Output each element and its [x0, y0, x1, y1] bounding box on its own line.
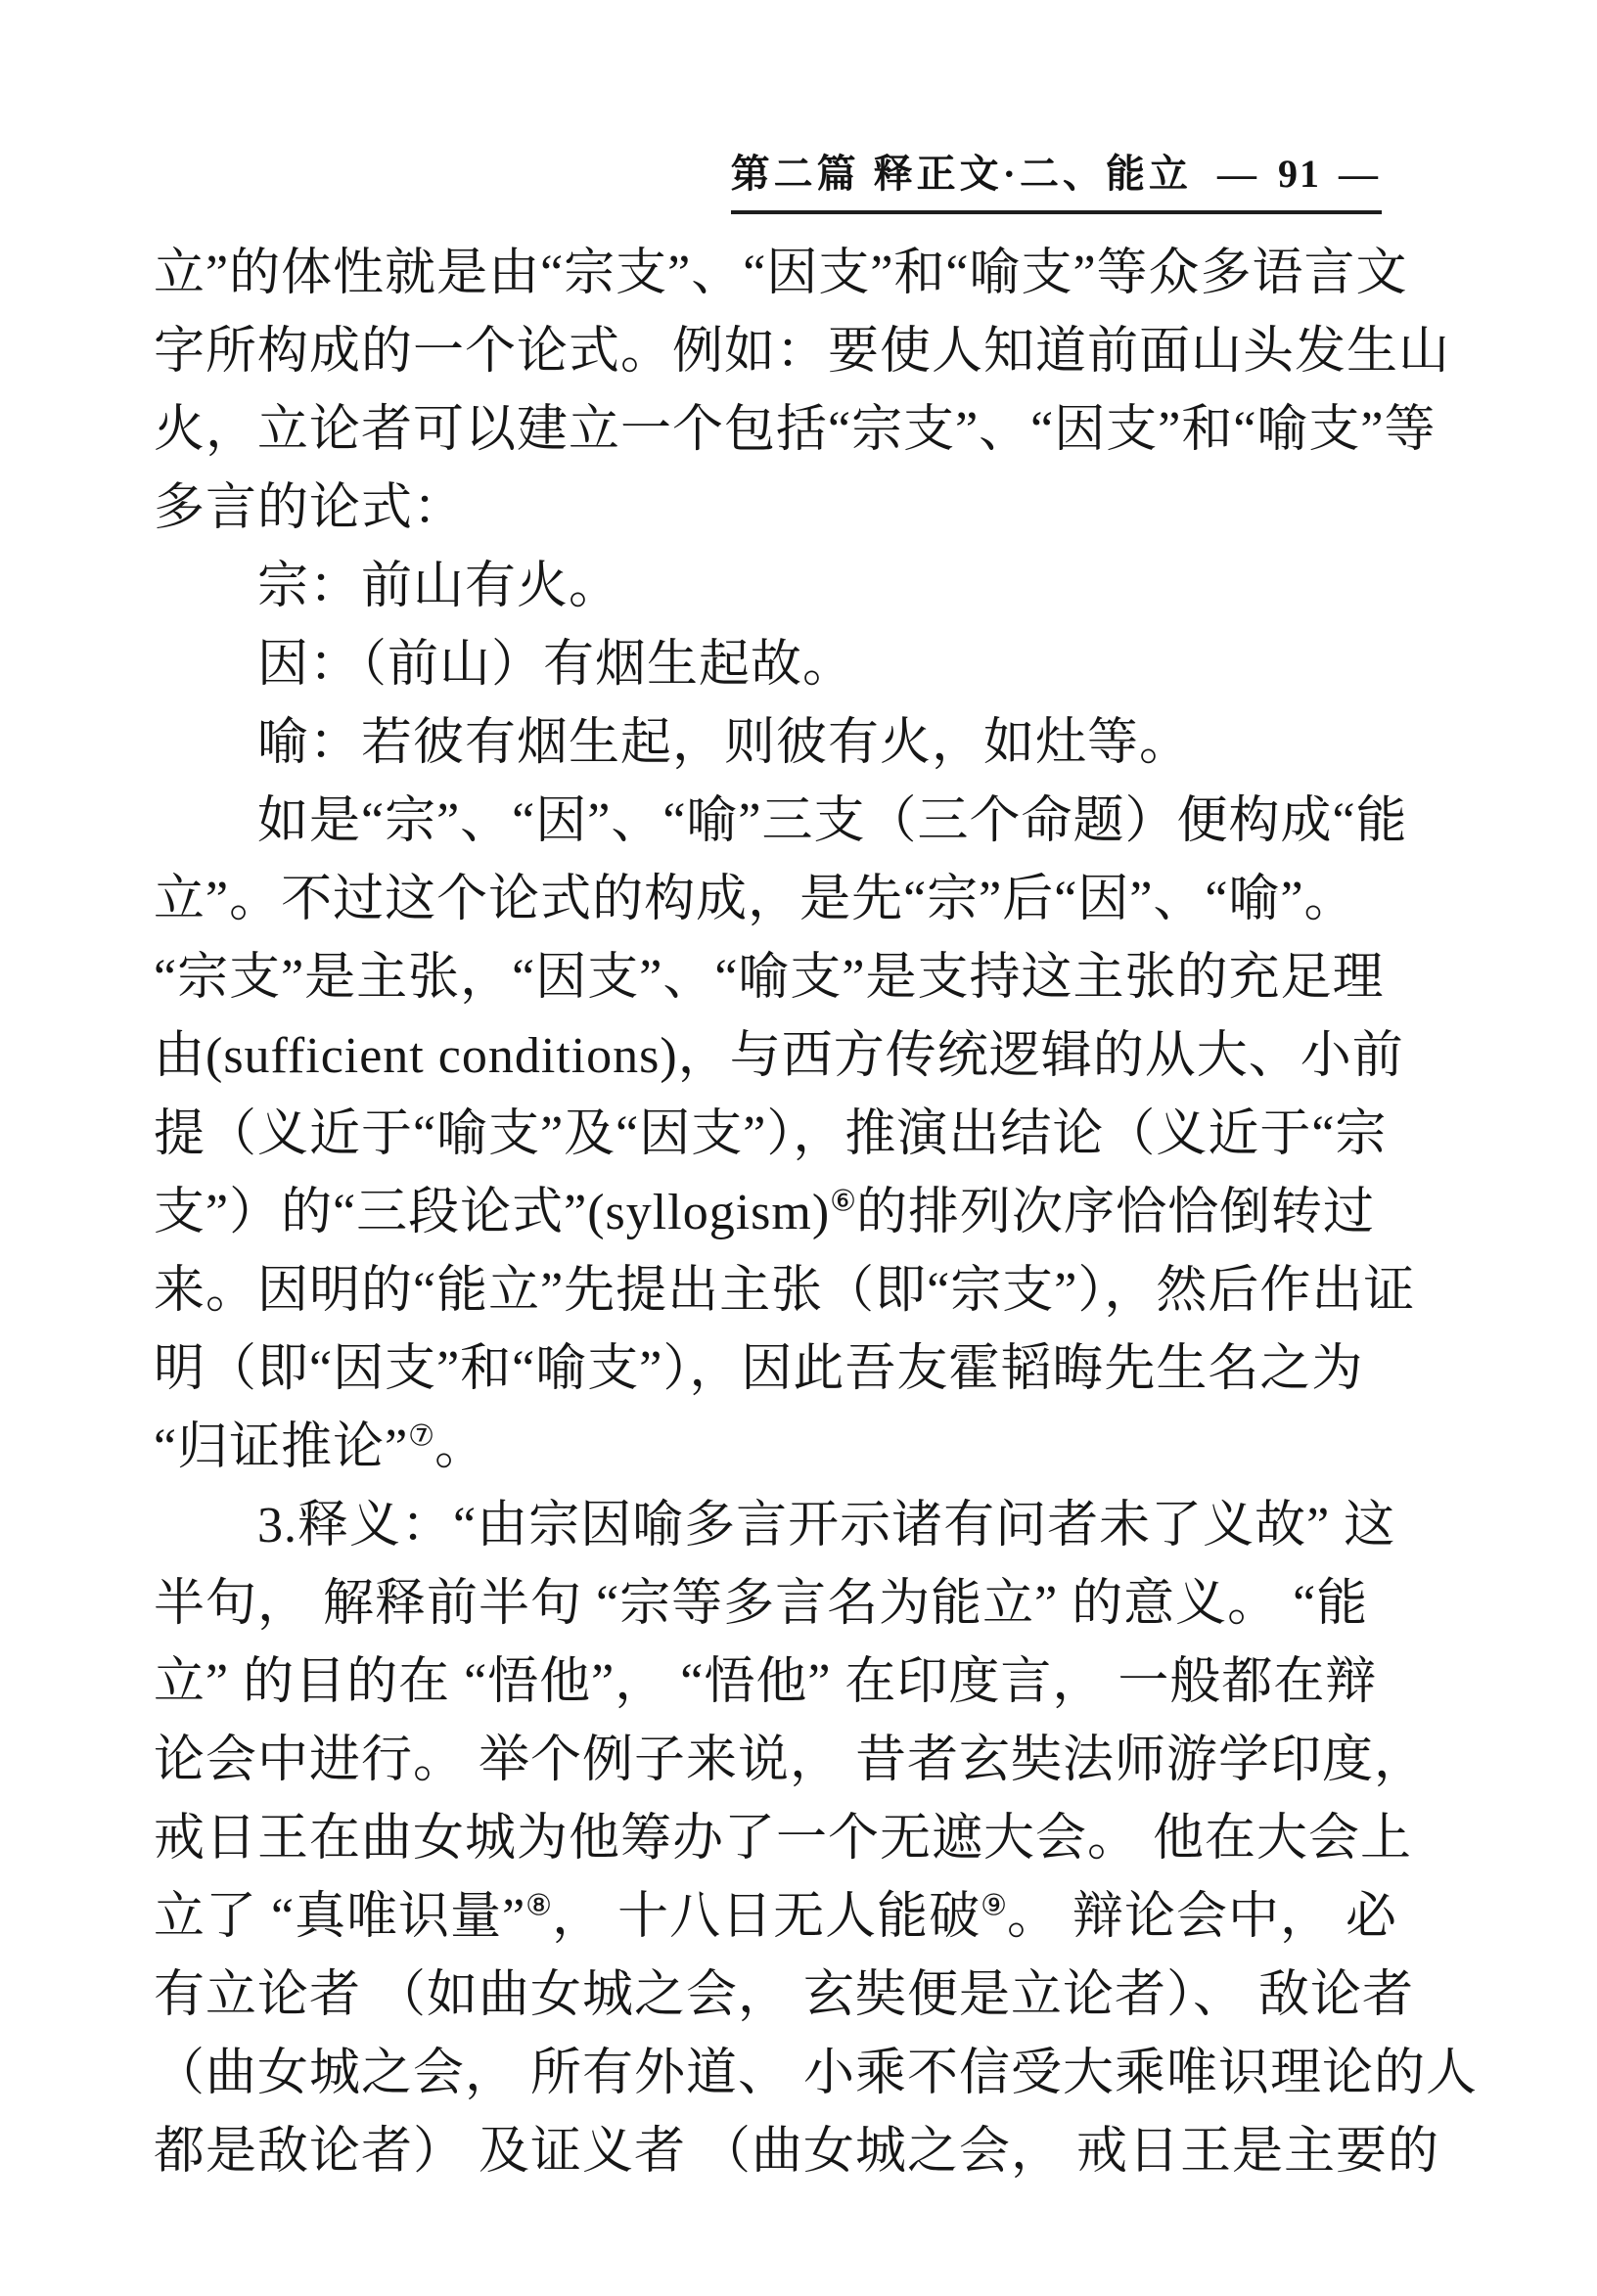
footnote-marker: ⑦	[408, 1419, 435, 1453]
text-line: 都是敌论者） 及证义者 （曲女城之会， 戒日王是主要的	[154, 2124, 1440, 2180]
text-line: 立了 “真唯识量”⑧， 十八日无人能破⑨。 辩论会中， 必	[154, 1889, 1398, 1945]
text-line: 戒日王在曲女城为他筹办了一个无遮大会。 他在大会上	[154, 1811, 1413, 1867]
text-line: “归证推论”⑦。	[154, 1419, 487, 1475]
page-number: 91	[1278, 152, 1321, 196]
text-line: 提（义近于“喻支”及“因支”），推演出结论（义近于“宗	[154, 1106, 1388, 1162]
text-line: 因：（前山）有烟生起故。	[154, 637, 855, 693]
text-line: “宗支”是主张，“因支”、“喻支”是支持这主张的充足理	[154, 950, 1385, 1006]
text-line: 有立论者 （如曲女城之会， 玄奘便是立论者）、 敌论者	[154, 1967, 1415, 2023]
text-line: 立”。不过这个论式的构成，是先“宗”后“因”、“喻”。	[154, 872, 1356, 927]
text-line: 立” 的目的在 “悟他”， “悟他” 在印度言， 一般都在辩	[154, 1654, 1378, 1710]
chapter-title: 第二篇 释正文·二、能立	[730, 152, 1192, 196]
text-line: 喻：若彼有烟生起，则彼有火，如灶等。	[154, 715, 1192, 771]
text-line: 明（即“因支”和“喻支”），因此吾友霍韬晦先生名之为	[154, 1341, 1364, 1397]
footnote-marker: ⑥	[830, 1185, 857, 1218]
page-number-dash-right: —	[1339, 152, 1382, 196]
text-line: 3.释义：“由宗因喻多言开示诸有问者未了义故” 这	[154, 1498, 1396, 1553]
text-line: 如是“宗”、“因”、“喻”三支（三个命题）便构成“能	[154, 793, 1408, 849]
page-header	[731, 143, 1382, 214]
text-line: 支”）的“三段论式”(syllogism)⑥的排列次序恰恰倒转过	[154, 1185, 1376, 1240]
text-line: （曲女城之会， 所有外道、 小乘不信受大乘唯识理论的人	[154, 2046, 1479, 2101]
text-line: 立”的体性就是由“宗支”、“因支”和“喻支”等众多语言文	[154, 246, 1408, 301]
text-line: 来。因明的“能立”先提出主张（即“宗支”），然后作出证	[154, 1263, 1416, 1319]
text-line: 论会中进行。 举个例子来说， 昔者玄奘法师游学印度，	[154, 1733, 1427, 1788]
text-line: 半句， 解释前半句 “宗等多言名为能立” 的意义。 “能	[154, 1576, 1369, 1632]
text-line: 多言的论式：	[154, 480, 466, 536]
text-line: 火，立论者可以建立一个包括“宗支”、“因支”和“喻支”等	[154, 402, 1437, 458]
text-line: 宗：前山有火。	[154, 559, 621, 614]
footnote-marker: ⑨	[981, 1889, 1007, 1922]
page-number-dash-left: —	[1217, 152, 1260, 196]
text-line: 由(sufficient conditions)，与西方传统逻辑的从大、小前	[154, 1028, 1404, 1084]
footnote-marker: ⑧	[525, 1889, 553, 1922]
page-body	[154, 235, 1479, 2191]
text-line: 字所构成的一个论式。例如：要使人知道前面山头发生山	[154, 324, 1451, 380]
